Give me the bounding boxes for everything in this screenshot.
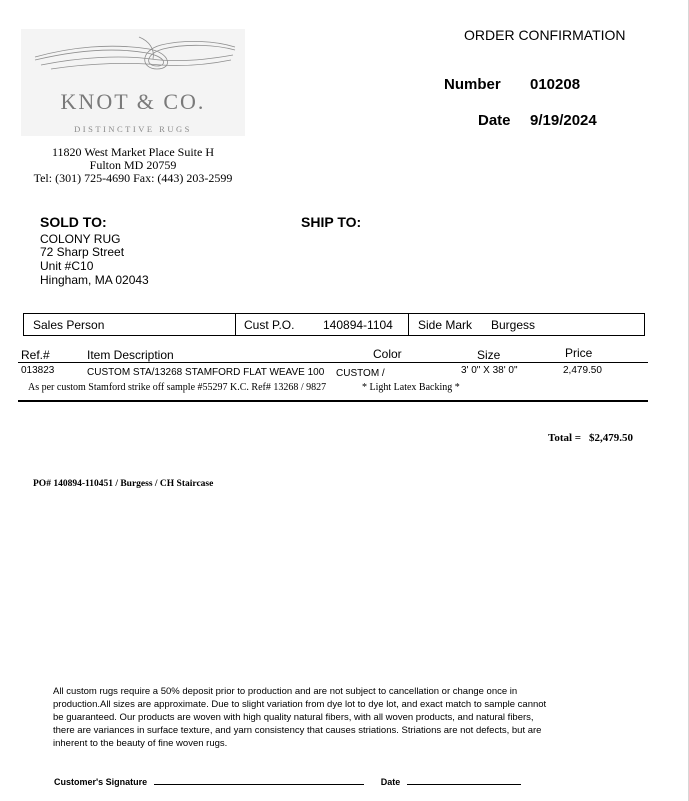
company-phone-line: Tel: (301) 725-4690 Fax: (443) 203-2599 bbox=[33, 171, 233, 185]
number-label: Number bbox=[444, 76, 501, 93]
row-description: CUSTOM STA/13268 STAMFORD FLAT WEAVE 100 bbox=[87, 367, 325, 378]
cust-po-value: 140894-1104 bbox=[323, 318, 393, 332]
signature-date-line[interactable] bbox=[407, 775, 521, 785]
row-size: 3' 0" X 38' 0" bbox=[461, 365, 518, 376]
total-label: Total = bbox=[548, 432, 582, 444]
order-info-divider bbox=[408, 314, 409, 335]
signature-row bbox=[54, 775, 521, 787]
col-header-price: Price bbox=[565, 346, 593, 360]
col-header-description: Item Description bbox=[87, 348, 174, 362]
sales-person-label: Sales Person bbox=[33, 318, 105, 332]
company-address-line1: 11820 West Market Place Suite H bbox=[51, 145, 214, 159]
order-info-divider bbox=[235, 314, 236, 335]
terms-paragraph: All custom rugs require a 50% deposit prior to production and are not subject to cancellation or change once in production.All sizes are approximate. Due to slight variation from dye lot to dye lot, and exact match to sample cannot be guaranteed. Our products are woven with high quality natural fibers, with all woven products, and natural fibers, there are variances in surface texture, and yarn consistency that causes striations. Striations are not defects, but are inherent to the beauty of fine woven rugs. bbox=[53, 686, 547, 749]
document-title: ORDER CONFIRMATION bbox=[464, 27, 626, 43]
side-mark-value: Burgess bbox=[491, 318, 536, 332]
date-label: Date bbox=[478, 112, 511, 129]
total-value: $2,479.50 bbox=[589, 432, 633, 444]
row-color-note: * Light Latex Backing * bbox=[362, 382, 460, 393]
po-note: PO# 140894-110451 / Burgess / CH Staircase bbox=[33, 479, 214, 489]
order-date: 9/19/2024 bbox=[530, 112, 597, 129]
sold-to-city: Hingham, MA 02043 bbox=[40, 273, 149, 287]
row-note: As per custom Stamford strike off sample #55297 K.C. Ref# 13268 / 9827 bbox=[28, 382, 327, 393]
col-header-ref: Ref.# bbox=[21, 348, 50, 362]
customer-signature-line[interactable] bbox=[154, 775, 364, 785]
knot-icon bbox=[21, 29, 245, 89]
col-header-size: Size bbox=[477, 348, 501, 362]
company-address-line2: Fulton MD 20759 bbox=[89, 158, 177, 172]
ship-to-heading: SHIP TO: bbox=[301, 214, 362, 230]
company-tagline: DISTINCTIVE RUGS bbox=[74, 124, 192, 134]
sold-to-unit: Unit #C10 bbox=[40, 259, 94, 273]
cust-po-label: Cust P.O. bbox=[244, 318, 295, 332]
customer-signature-label: Customer's Signature bbox=[54, 777, 148, 787]
sold-to-name: COLONY RUG bbox=[40, 232, 121, 246]
signature-date-label: Date bbox=[380, 777, 401, 787]
row-color: CUSTOM / bbox=[336, 368, 385, 379]
order-number: 010208 bbox=[530, 76, 581, 93]
table-bottom-rule bbox=[18, 400, 648, 402]
table-header-rule bbox=[18, 362, 648, 363]
row-price: 2,479.50 bbox=[563, 365, 602, 376]
side-mark-label: Side Mark bbox=[418, 318, 473, 332]
sold-to-street: 72 Sharp Street bbox=[40, 245, 125, 259]
sold-to-heading: SOLD TO: bbox=[40, 214, 107, 230]
col-header-color: Color bbox=[373, 347, 402, 361]
row-ref: 013823 bbox=[21, 365, 55, 376]
company-logo bbox=[21, 29, 245, 136]
company-name: KNOT & CO. bbox=[60, 89, 206, 114]
